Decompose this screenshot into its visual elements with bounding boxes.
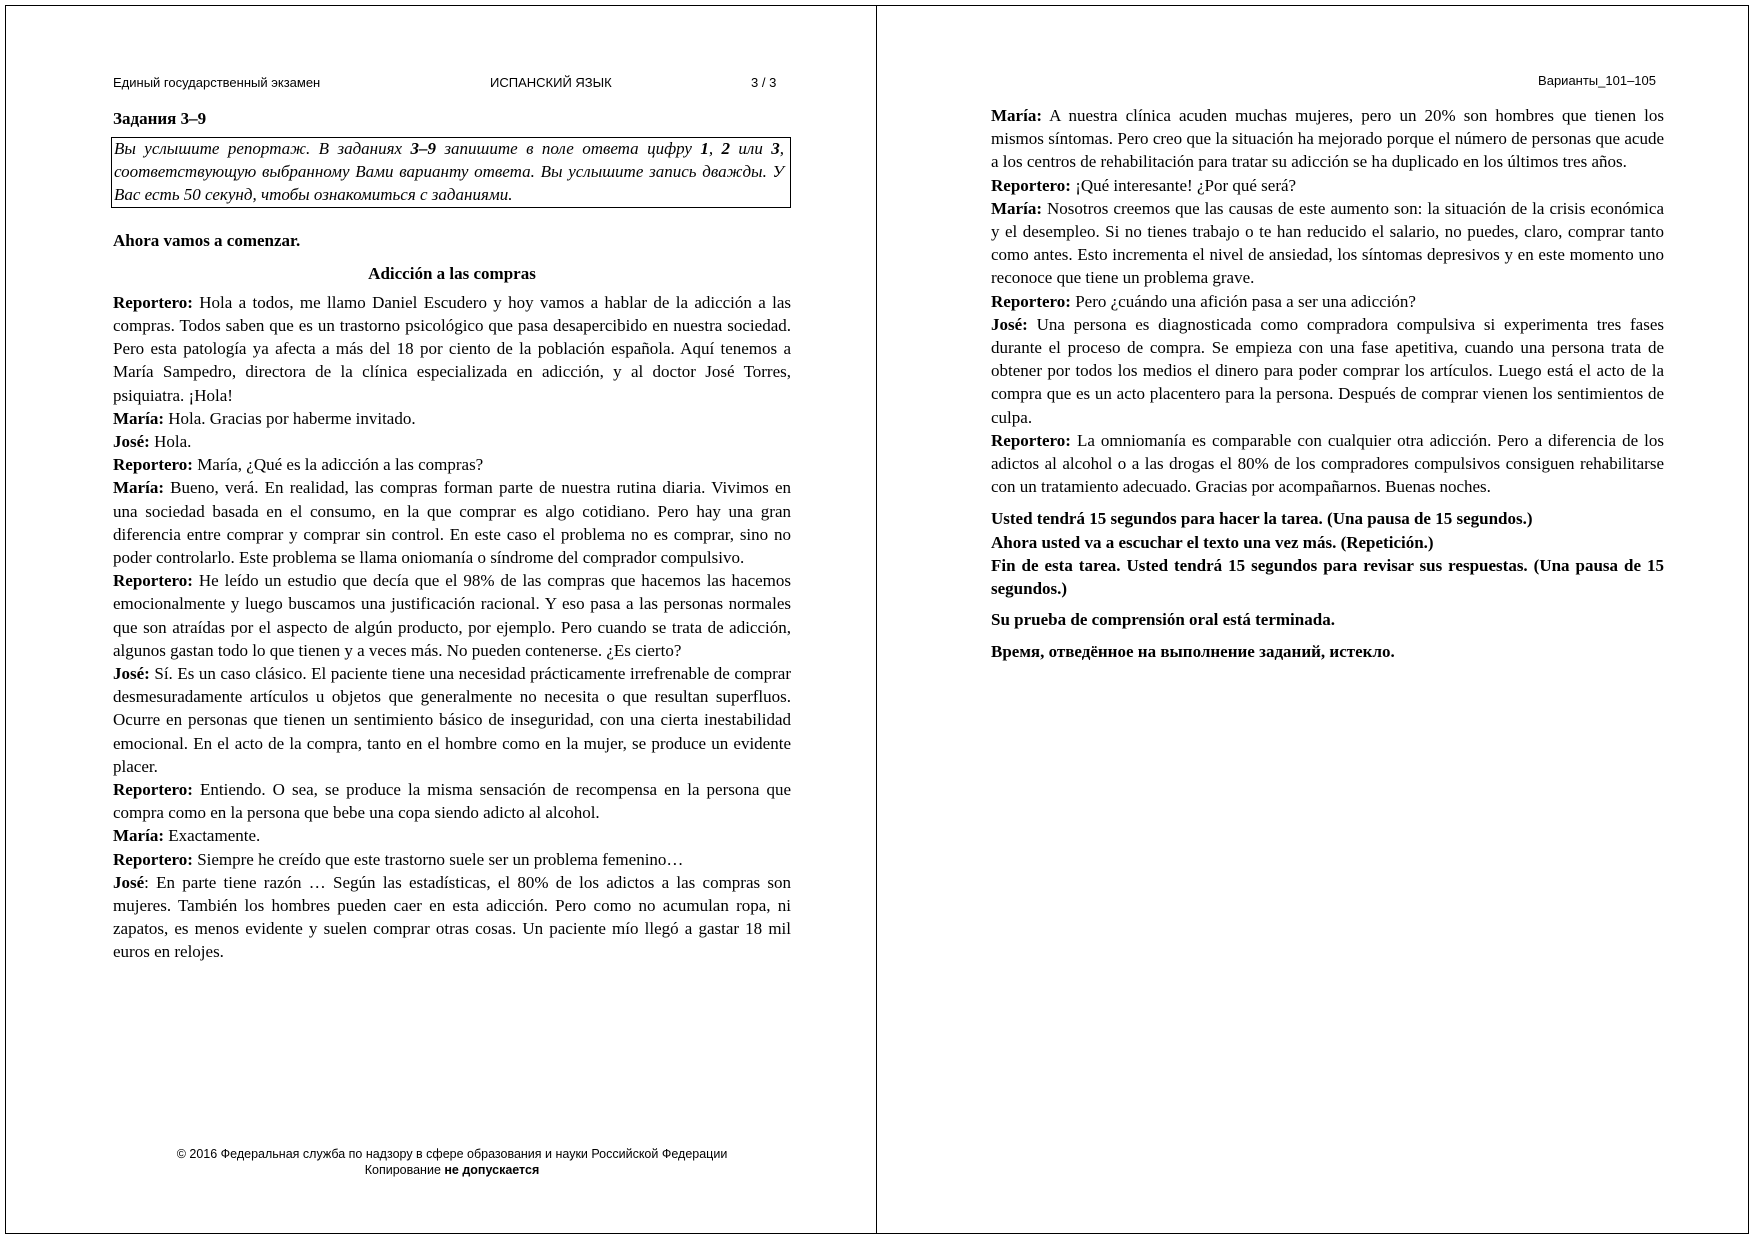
dialogue-line: José: En parte tiene razón … Según las estadísticas, el 80% de los adictos a las compras son mujeres. También los hombres pueden caer en esta adicción. Pero como no acumulan ropa, ni zapatos, es menos evidente y suelen comprar otras cosas. Un paciente mío llegó a gastar 18 mil euros en relojes.: [113, 872, 791, 962]
end-task-instruction: Fin de esta tarea. Usted tendrá 15 segundos para revisar sus respuestas. (Una pausa de 15 segundos.): [991, 555, 1664, 599]
dialogue-line: Reportero: Entiendo. O sea, se produce la misma sensación de recompensa en la persona que compra como en la persona que bebe una copa siendo adicto al alcohol.: [113, 779, 791, 823]
pause-instruction: Usted tendrá 15 segundos para hacer la tarea. (Una pausa de 15 segundos.): [991, 509, 1533, 529]
copy-notice: Копирование не допускается: [364, 1163, 540, 1177]
dialogue-line: Reportero: Hola a todos, me llamo Daniel Escudero y hoy vamos a hablar de la adicción a las compras. Todos saben que es un trastorno psicológico que pasa desapercibido en nuestra sociedad. Pero esta patología ya afecta a más del 18 por ciento de la población española. Aquí tenemos a María Sampedro, directora de la clínica especializada en adicción, y al doctor José Torres, psiquiatra. ¡Hola!: [113, 292, 791, 405]
dialogue-line: María: Bueno, verá. En realidad, las compras forman parte de nuestra rutina diaria. Vivimos en una sociedad basada en el consumo, en la que comprar es algo cotidiano. Pero hay una gran diferencia entre comprar y comprar sin control. En este caso el problema no es comprar, sino no poder controlarlo. Este problema se llama oniomanía o síndrome del comprador compulsivo.: [113, 478, 791, 567]
copyright-footer: [113, 1146, 791, 1178]
dialogue-line: Reportero: He leído un estudio que decía que el 98% de las compras que hacemos las hacemos emocionalmente y luego buscamos una justificación racional. Y eso pasa a las personas normales que son atraídas por el aspecto de algún producto, por ejemplo. Pero cuando se trata de adicción, algunos gastan todo lo que tienen y a veces más. No pueden contenerse. ¿Es cierto?: [113, 571, 791, 660]
left-page: [5, 5, 877, 1234]
dialogue-line: José: Sí. Es un caso clásico. El paciente tiene una necesidad prácticamente irrefrenable de comprar desmesuradamente artículos u objetos que generalmente no necesita o que resultan superfluos. Ocurre en personas que tienen un sentimiento básico de inseguridad, con una cierta inestabilidad emocional. En el acto de la compra, tanto en el hombre como en la mujer, se produce un evidente placer.: [113, 663, 791, 776]
repeat-instruction: Ahora usted va a escuchar el texto una vez más. (Repetición.): [991, 532, 1434, 552]
dialogue-line: María: A nuestra clínica acuden muchas mujeres, pero un 20% son hombres que tienen los mismos síntomas. Pero creo que la situación ha mejorado porque el número de personas que acude a los centros de rehabilitación para tratar su adicción se ha duplicado en los últimos tres años.: [991, 106, 1664, 172]
dialogue-line: María: Hola. Gracias por haberme invitado.: [113, 408, 416, 428]
header-subject: ИСПАНСКИЙ ЯЗЫК: [490, 75, 612, 90]
dialogue-line: María: Exactamente.: [113, 826, 261, 846]
right-column: [991, 104, 1664, 664]
transcript-title: Adicción a las compras: [368, 263, 536, 283]
header-exam-name: Единый государственный экзамен: [113, 75, 321, 90]
dialogue-line: José: Hola.: [113, 431, 192, 451]
dialogue-line: Reportero: ¡Qué interesante! ¿Por qué será?: [991, 175, 1297, 195]
dialogue-line: Reportero: Pero ¿cuándo una afición pasa a ser una adicción?: [991, 291, 1416, 311]
header-variants: Варианты_101–105: [1538, 73, 1656, 88]
dialogue-line: María: Nosotros creemos que las causas de este aumento son: la situación de la crisis económica y el desempleo. Si no tienes trabajo o te han reducido el salario, no puedes, claro, comprar tanto como antes. Esto incrementa el nivel de ansiedad, los síntomas depresivos y en este momento uno reconoce que tiene un problema grave.: [991, 198, 1664, 288]
dialogue-line: José: Una persona es diagnosticada como compradora compulsiva si experimenta tres fases durante el proceso de compra. Se empieza con una fase apetitiva, cuando una persona trata de obtener por todos los medios el dinero para poder comprar los artículos. Luego está el acto de la compra que es un acto placentero para la persona. Después de comprar vienen los sentimientos de culpa.: [991, 314, 1664, 427]
dialogue-line: Reportero: La omniomanía es comparable con cualquier otra adicción. Pero a diferencia de los adictos al alcohol o a las drogas el 80% de los compradores compulsivos consiguen rehabilitarse con un tratamiento adecuado. Gracias por acompañarnos. Buenas noches.: [991, 430, 1664, 497]
test-end-text: Su prueba de comprensión oral está terminada.: [991, 610, 1335, 630]
time-over-text: Время, отведённое на выполнение заданий, истекло.: [991, 642, 1395, 662]
tasks-title: Задания 3–9: [113, 109, 207, 128]
dialogue-line: Reportero: Siempre he creído que este trastorno suele ser un problema femenino…: [113, 849, 684, 869]
right-page: [876, 5, 1749, 1234]
left-column: [113, 107, 791, 964]
instructions-box: Вы услышите репортаж. В заданиях 3–9 запишите в поле ответа цифру 1, 2 или 3, соответствующую выбранному Вами варианту ответа. Вы услышите запись дважды. У Вас есть 50 секунд, чтобы ознакомиться с заданиями.: [111, 137, 791, 208]
dialogue-line: Reportero: María, ¿Qué es la adicción a las compras?: [113, 455, 484, 475]
start-text: Ahora vamos a comenzar.: [113, 231, 301, 251]
copyright-line: © 2016 Федеральная служба по надзору в сфере образования и науки Российской Федерации: [176, 1147, 728, 1161]
header-page-number: 3 / 3: [751, 75, 777, 90]
